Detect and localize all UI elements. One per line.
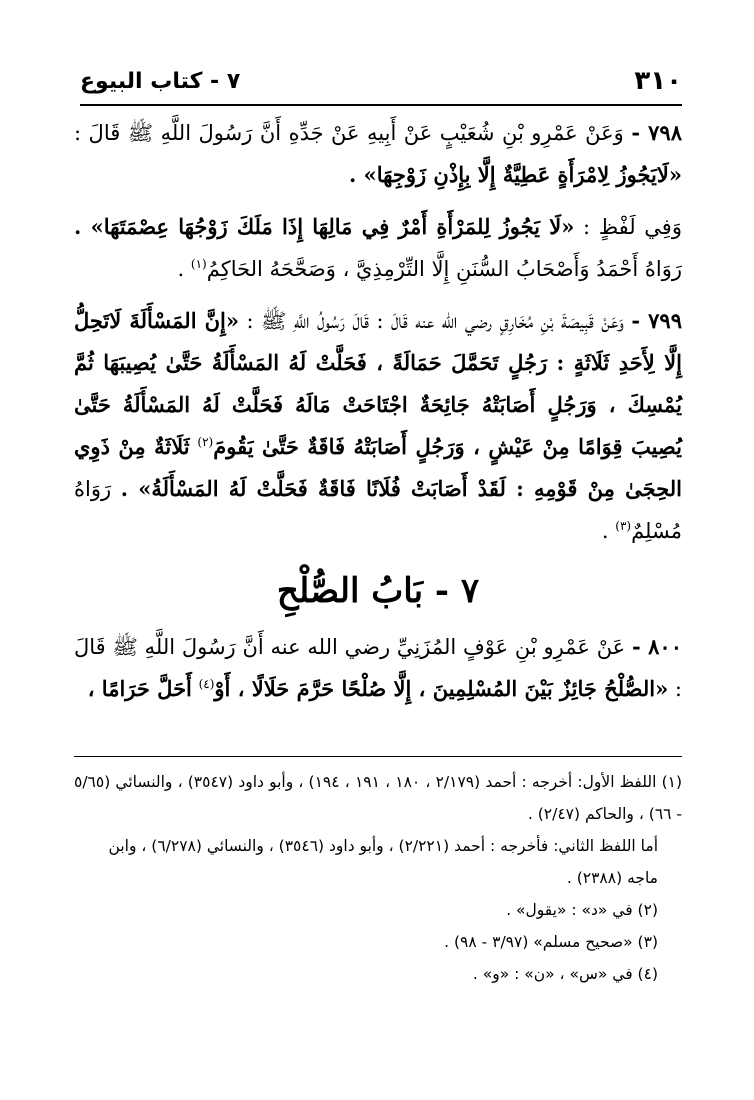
chapter-heading: ٧ - بَابُ الصُّلْحِ [276,571,480,611]
main-text [74,112,682,710]
hadith-799: ٧٩٩ - وَعَنْ قَبِيصَةَ بْنِ مُخَارِقٍ رضي الله عنه قَالَ : قَالَ رَسُولُ اللَّهِ ﷺ : «إِنَّ المَسْأَلَةَ لَاتَحِلُّ إِلَّا لِأَحَدِ ثَلَاثَةٍ : رَجُلٍ تَحَمَّلَ حَمَالَةً ، فَحَلَّتْ لَهُ المَسْأَلَةُ حَتَّىٰ يُصِيبَهَا ثُمَّ يُمْسِكَ ، وَرَجُلٍ أَصَابَتْهُ جَائِحَةٌ اجْتَاحَتْ مَالَهُ فَحَلَّتْ لَهُ المَسْأَلَةُ حَتَّىٰ يُصِيبَ قِوَامًا مِنْ عَيْشٍ ، وَرَجُلٍ أَصَابَتْهُ فَاقَةٌ حَتَّىٰ يَقُومَ$^{(٢)}$ ثَلَاثَةٌ مِنْ ذَوِي الحِجَىٰ مِنْ قَوْمِهِ : لَقَدْ أَصَابَتْ فُلَانًا فَاقَةٌ فَحَلَّتْ لَهُ المَسْأَلَةُ» . رَوَاهُ مُسْلِمٌ$^{(٣)}$ . [74,308,682,543]
footnote-ref[interactable]: (٤) [198,677,215,691]
hadith-isnad: وَعَنْ قَبِيصَةَ بْنِ مُخَارِقٍ رضي الله عنه قَالَ : قَالَ رَسُولُ اللَّهِ ﷺ : [246,309,624,333]
hadith-matn-cont: ثَلَاثَةٌ مِنْ ذَوِي الحِجَىٰ مِنْ قَوْمِهِ : لَقَدْ أَصَابَتْ فُلَانًا فَاقَةٌ فَحَلَّتْ لَهُ المَسْأَلَةُ» . [74,434,682,501]
hadith-isnad: عَنْ عَمْرِو بْنِ عَوْفٍ المُزَنِيِّ رضي الله عنه أَنَّ رَسُولَ اللَّهِ ﷺ قَالَ : [74,635,682,701]
alt-wording-intro: وَفِي لَفْظٍ : [583,215,682,239]
page-number: ٣١٠ [634,66,682,96]
hadith-798-alt: وَفِي لَفْظٍ : «لَا يَجُوزُ لِلمَرْأَةِ أَمْرٌ فِي مَالِهَا إِذَا مَلَكَ زَوْجُهَا عِصْمَتَهَا» . رَوَاهُ أَحْمَدُ وَأَصْحَابُ السُّنَنِ إِلَّا التِّرْمِذِيَّ ، وَصَحَّحَهُ الحَاكِمُ$^{(١)}$ . [74,214,682,281]
hadith-number: ٨٠٠ - [632,634,682,659]
footnote-1-cont: أما اللفظ الثاني: فأخرجه : أحمد (٢/٢٢١) ، وأبو داود (٣٥٤٦) ، والنسائي (٦/٢٧٨) ، وابن ماجه (٢٣٨٨) . [108,837,658,887]
footnote-ref[interactable]: (١) [190,257,207,271]
footnote-ref[interactable]: (٣) [615,519,632,533]
hadith-isnad: وَعَنْ عَمْرِو بْنِ شُعَيْبٍ عَنْ أَبِيهِ عَنْ جَدِّهِ أَنَّ رَسُولَ اللَّهِ ﷺ قَالَ : [74,121,624,145]
hadith-798 [74,112,682,196]
hadith-matn-cont: أَحَلَّ حَرَامًا ، [87,676,192,701]
footnote-3: (٣) «صحيح مسلم» (٣/٩٧ - ٩٨) . [444,933,658,951]
footnotes-divider [74,756,682,757]
footnotes [74,766,682,990]
footnote-2: (٢) في «د» : «يقول» . [506,901,658,919]
hadith-takhrij: رَوَاهُ مُسْلِمٌ [74,477,682,543]
hadith-takhrij: رَوَاهُ أَحْمَدُ وَأَصْحَابُ السُّنَنِ إِلَّا التِّرْمِذِيَّ ، وَصَحَّحَهُ الحَاكِمُ [206,257,682,281]
header-divider [80,104,682,106]
hadith-800 [74,626,682,710]
hadith-number: ٧٩٨ - [631,120,682,145]
footnote-ref[interactable]: (٢) [197,435,214,449]
hadith-matn: «إِنَّ المَسْأَلَةَ لَاتَحِلُّ إِلَّا لِأَحَدِ ثَلَاثَةٍ : رَجُلٍ تَحَمَّلَ حَمَالَةً ، فَحَلَّتْ لَهُ المَسْأَلَةُ حَتَّىٰ يُصِيبَهَا ثُمَّ يُمْسِكَ ، وَرَجُلٍ أَصَابَتْهُ جَائِحَةٌ اجْتَاحَتْ مَالَهُ فَحَلَّتْ لَهُ المَسْأَلَةُ حَتَّىٰ يُصِيبَ قِوَامًا مِنْ عَيْشٍ ، وَرَجُلٍ أَصَابَتْهُ فَاقَةٌ حَتَّىٰ يَقُومَ [74,308,682,459]
hadith-matn: «لَايَجُوزُ لِامْرَأَةٍ عَطِيَّةٌ إِلَّا بِإِذْنِ زَوْجِهَا» . [349,162,682,187]
footnote-4: (٤) في «س» ، «ن» : «و» . [472,965,658,983]
footnote-1: (١) اللفظ الأول: أخرجه : أحمد (٢/١٧٩ ، ١٨٠ ، ١٩١ ، ١٩٤) ، وأبو داود (٣٥٤٧) ، والنسائي (٥/٦٥ - ٦٦) ، والحاكم (٢/٤٧) . [74,773,683,823]
book-title: ٧ - كتاب البيوع [80,68,241,94]
hadith-number: ٧٩٩ - [631,308,682,333]
alt-wording-matn: «لَا يَجُوزُ لِلمَرْأَةِ أَمْرٌ فِي مَالِهَا إِذَا مَلَكَ زَوْجُهَا عِصْمَتَهَا» . [74,214,575,239]
hadith-matn: «الصُّلْحُ جَائِزٌ بَيْنَ المُسْلِمِينَ ، إِلَّا صُلْحًا حَرَّمَ حَلَالًا ، أَوْ [214,676,669,701]
running-header [80,60,682,102]
